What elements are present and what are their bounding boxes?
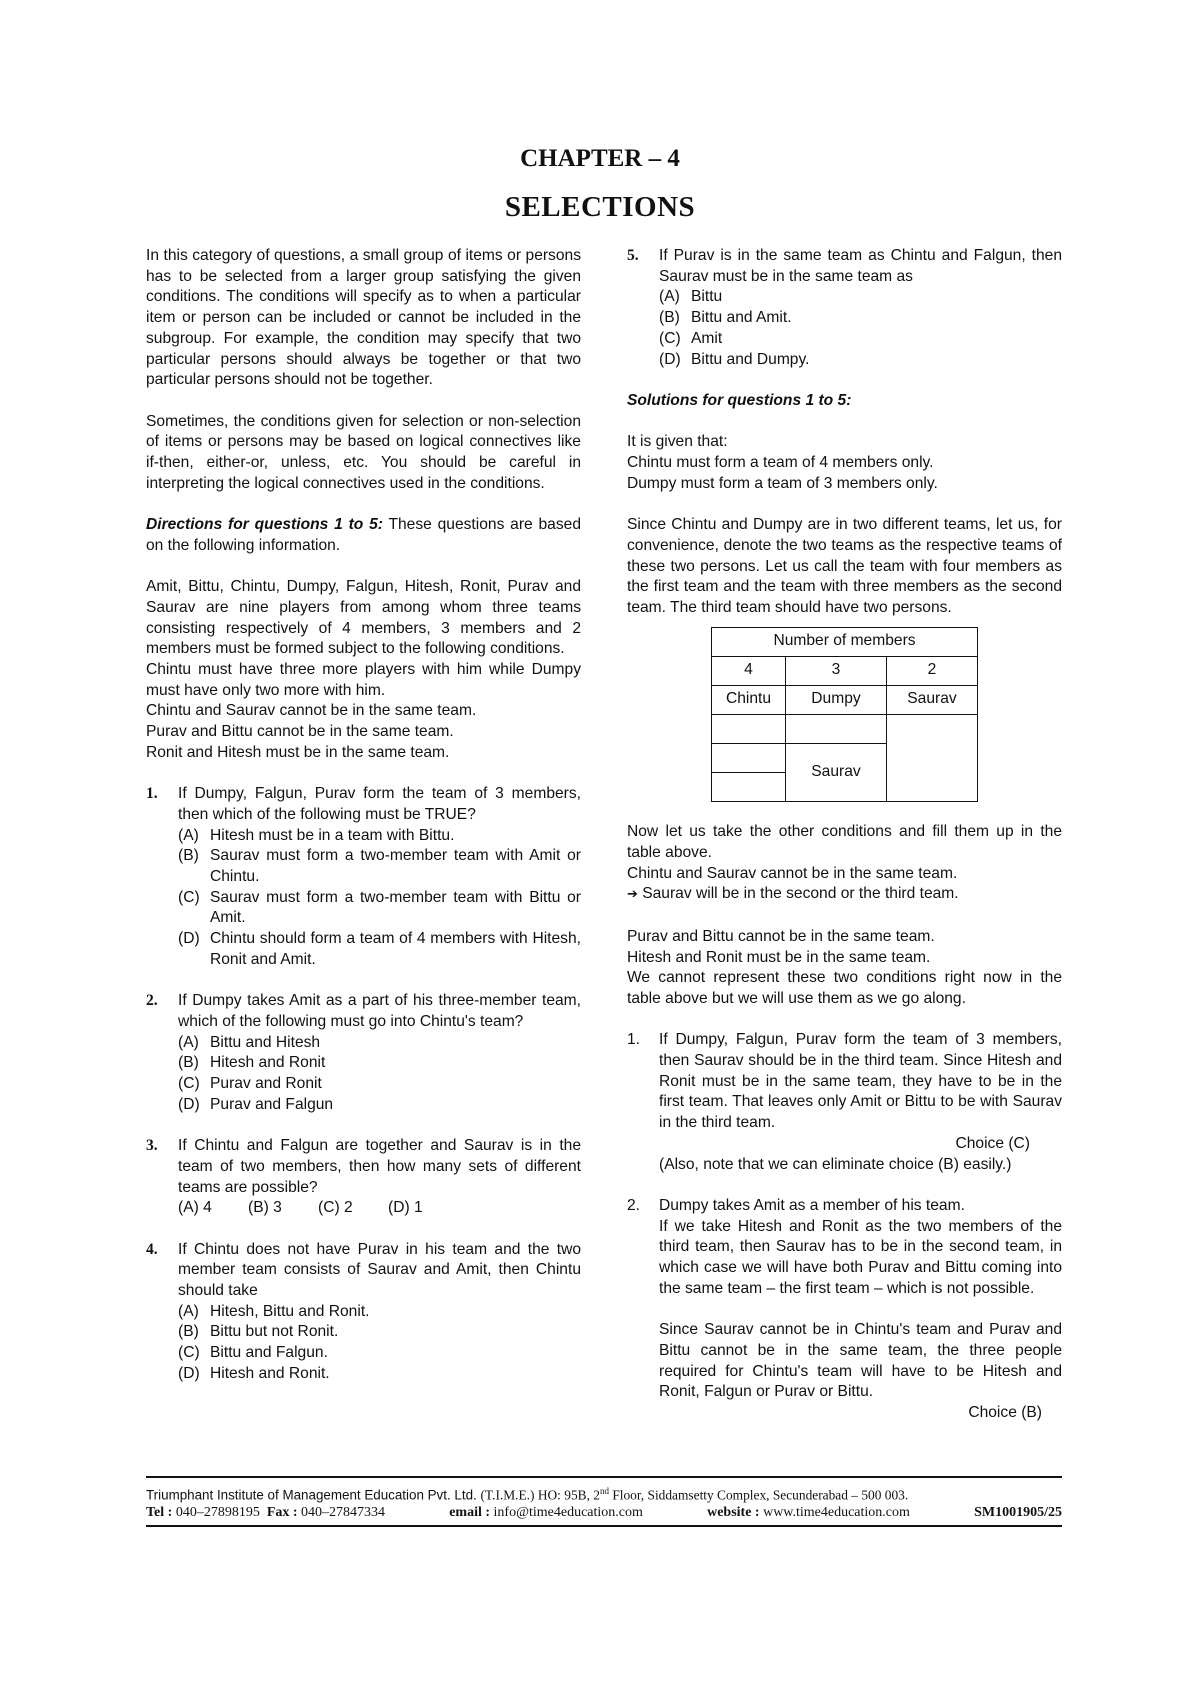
question-text: If Chintu and Falgun are together and Saurav is in the team of two members, then how many sets of different teams are possible? xyxy=(178,1137,581,1196)
chapter-number: CHAPTER – 4 xyxy=(520,145,680,172)
option-b: (B) Saurav must form a two-member team with Amit or Chintu. xyxy=(178,847,581,886)
question-number: 2. xyxy=(146,992,158,1010)
question-text: If Chintu does not have Purav in his team and the two member team consists of Saurav and Amit, then Chintu should take xyxy=(178,1240,581,1300)
arrow-line: ➔ Saurav will be in the second or the third team. xyxy=(627,885,959,903)
info-paragraph: Amit, Bittu, Chintu, Dumpy, Falgun, Hitesh, Ronit, Purav and Saurav are nine players from among whom three teams consisting respectively of 4 members, 3 members and 2 members must be formed subject to the following conditions. xyxy=(146,578,581,658)
solution-2 xyxy=(627,1196,1062,1424)
right-column xyxy=(627,246,1062,1424)
option-c: (C) 2 xyxy=(318,1199,353,1217)
option-b: (B) Bittu and Amit. xyxy=(659,309,792,327)
since-paragraph: Since Chintu and Dumpy are in two different teams, let us, for convenience, denote the two teams as the respective teams of these two persons. Let us call the team with four members as the first team and the team with three members as the second team. The third team should have two persons. xyxy=(627,516,1062,616)
option-b: (B) 3 xyxy=(248,1199,282,1217)
option-d: (D) 1 xyxy=(388,1199,423,1217)
document-code: SM1001905/25 xyxy=(974,1505,1062,1520)
question-3 xyxy=(146,1136,581,1219)
question-number: 4. xyxy=(146,1240,158,1258)
directions-label: Directions for questions 1 to 5: xyxy=(146,516,383,534)
col-head-3: 3 xyxy=(786,656,887,685)
solution-choice: Choice (B) xyxy=(968,1403,1042,1421)
option-a: (A) Bittu xyxy=(659,288,723,306)
tel-number: 040–27898195 xyxy=(175,1505,260,1520)
given-line-1: It is given that: xyxy=(627,433,728,451)
question-text: If Dumpy takes Amit as a part of his three-member team, which of the following must go into Chintu's team? xyxy=(178,992,581,1030)
cell-empty-tall xyxy=(887,714,978,801)
option-c: (C) Purav and Ronit xyxy=(178,1075,322,1093)
directions-paragraph xyxy=(146,515,581,556)
footer-address: Triumphant Institute of Management Education Pvt. Ltd. (T.I.M.E.) HO: 95B, 2nd Floor, Siddamsetty Complex, Secunderabad – 500 003. xyxy=(146,1476,1062,1500)
option-a: (A) Hitesh, Bittu and Ronit. xyxy=(178,1302,370,1320)
question-number: 1. xyxy=(146,785,158,803)
cell-empty xyxy=(712,714,786,743)
intro-paragraph-2: Sometimes, the conditions given for selection or non-selection of items or persons may be based on logical connectives like if-then, either-or, unless, etc. You should be careful in interpreting the logical connectives used in the conditions. xyxy=(146,412,581,492)
condition-line: Chintu and Saurav cannot be in the same team. xyxy=(627,864,958,882)
given-line-2: Chintu must form a team of 4 members only. xyxy=(627,454,934,471)
option-d: (D) Hitesh and Ronit. xyxy=(178,1364,330,1382)
condition-line-3: Hitesh and Ronit must be in the same team. xyxy=(627,948,931,966)
solution-1 xyxy=(627,1030,1062,1175)
solution-note: (Also, note that we can eliminate choice (B) easily.) xyxy=(659,1155,1012,1173)
website-link[interactable]: www.time4education.com xyxy=(763,1505,910,1520)
solutions-heading: Solutions for questions 1 to 5: xyxy=(627,391,852,409)
cell-saurav-option: Saurav xyxy=(786,743,887,801)
table-header: Number of members xyxy=(712,627,978,656)
condition-3: Purav and Bittu cannot be in the same team. xyxy=(146,723,454,741)
implies-arrow-icon: ➔ xyxy=(627,887,638,903)
option-d: (D) Purav and Falgun xyxy=(178,1095,334,1113)
option-d: (D) Chintu should form a team of 4 members with Hitesh, Ronit and Amit. xyxy=(178,930,581,968)
condition-1: Chintu must have three more players with him while Dumpy must have only two more with him. xyxy=(146,661,581,699)
option-b: (B) Bittu but not Ronit. xyxy=(178,1323,339,1341)
left-column xyxy=(146,246,581,1385)
options-row xyxy=(178,1198,581,1219)
footer-contacts: Tel : 040–27898195 Fax : 040–27847334 email : info@time4education.com website : www.time4education.com SM1001905/25 xyxy=(146,1504,1062,1527)
solution-line-1: Dumpy takes Amit as a member of his team. xyxy=(659,1196,965,1214)
col-head-4: 4 xyxy=(712,656,786,685)
question-text: If Dumpy, Falgun, Purav form the team of 3 members, then which of the following must be TRUE? xyxy=(178,785,581,823)
solution-number: 1. xyxy=(627,1031,641,1049)
option-c: (C) Saurav must form a two-member team with Bittu or Amit. xyxy=(178,888,581,927)
solution-text-2: Since Saurav cannot be in Chintu's team and Purav and Bittu cannot be in the same team, the three people required for Chintu's team will have to be Hitesh and Ronit, Falgun or Purav or Bittu. xyxy=(659,1321,1062,1401)
option-c: (C) Amit xyxy=(659,329,723,347)
solution-number: 2. xyxy=(627,1196,641,1214)
cell-empty xyxy=(712,772,786,801)
option-a: (A) 4 xyxy=(178,1199,212,1217)
cell-dumpy: Dumpy xyxy=(786,685,887,714)
now-paragraph: Now let us take the other conditions and fill them up in the table above. xyxy=(627,823,1062,861)
question-1 xyxy=(146,784,581,970)
chapter-title: SELECTIONS xyxy=(504,191,696,223)
option-d: (D) Bittu and Dumpy. xyxy=(659,350,810,368)
question-5 xyxy=(627,246,1062,370)
cell-empty xyxy=(786,714,887,743)
question-number: 5. xyxy=(627,247,639,264)
condition-line-2: Purav and Bittu cannot be in the same team. xyxy=(627,927,935,945)
question-text: If Purav is in the same team as Chintu and Falgun, then Saurav must be in the same team as xyxy=(659,247,1062,285)
directions-text: These questions are based on the following information. xyxy=(146,516,581,554)
option-a: (A) Hitesh must be in a team with Bittu. xyxy=(178,826,455,844)
solution-text: If Dumpy, Falgun, Purav form the team of 3 members, then Saurav should be in the third team. Since Hitesh and Ronit must be in the same team, they have to be in the first team. That leaves only Amit or Bittu to be with Saurav in the third team. xyxy=(659,1031,1062,1132)
col-head-2: 2 xyxy=(887,656,978,685)
question-4 xyxy=(146,1240,581,1385)
option-b: (B) Hitesh and Ronit xyxy=(178,1054,326,1072)
condition-4: Ronit and Hitesh must be in the same team. xyxy=(146,743,450,761)
option-c: (C) Bittu and Falgun. xyxy=(178,1344,328,1362)
email-link[interactable]: info@time4education.com xyxy=(493,1505,643,1520)
cell-empty xyxy=(712,743,786,772)
solution-choice: Choice (C) xyxy=(955,1134,1030,1152)
chapter-header xyxy=(0,143,1200,227)
condition-2: Chintu and Saurav cannot be in the same team. xyxy=(146,702,477,720)
page-footer xyxy=(146,1476,1062,1527)
intro-paragraph-1: In this category of questions, a small group of items or persons has to be selected from a larger group satisfying the given conditions. The conditions will specify as to when a particular item or person can be included or cannot be included in the subgroup. For example, the condition may specify that two particular persons should always be together or that two particular persons should not be together. xyxy=(146,247,581,389)
question-2 xyxy=(146,991,581,1115)
cell-saurav: Saurav xyxy=(887,685,978,714)
cannot-paragraph: We cannot represent these two conditions right now in the table above but we will use them as we go along. xyxy=(627,969,1062,1007)
option-a: (A) Bittu and Hitesh xyxy=(178,1033,321,1051)
question-number: 3. xyxy=(146,1137,158,1155)
given-line-3: Dumpy must form a team of 3 members only. xyxy=(627,474,938,492)
cell-chintu: Chintu xyxy=(712,685,786,714)
members-table xyxy=(711,627,978,802)
solution-text: If we take Hitesh and Ronit as the two members of the third team, then Saurav has to be in the second team, in which case we will have both Purav and Bittu coming into the same team – the first team – which is not possible. xyxy=(659,1217,1062,1297)
fax-number: 040–27847334 xyxy=(301,1505,386,1520)
